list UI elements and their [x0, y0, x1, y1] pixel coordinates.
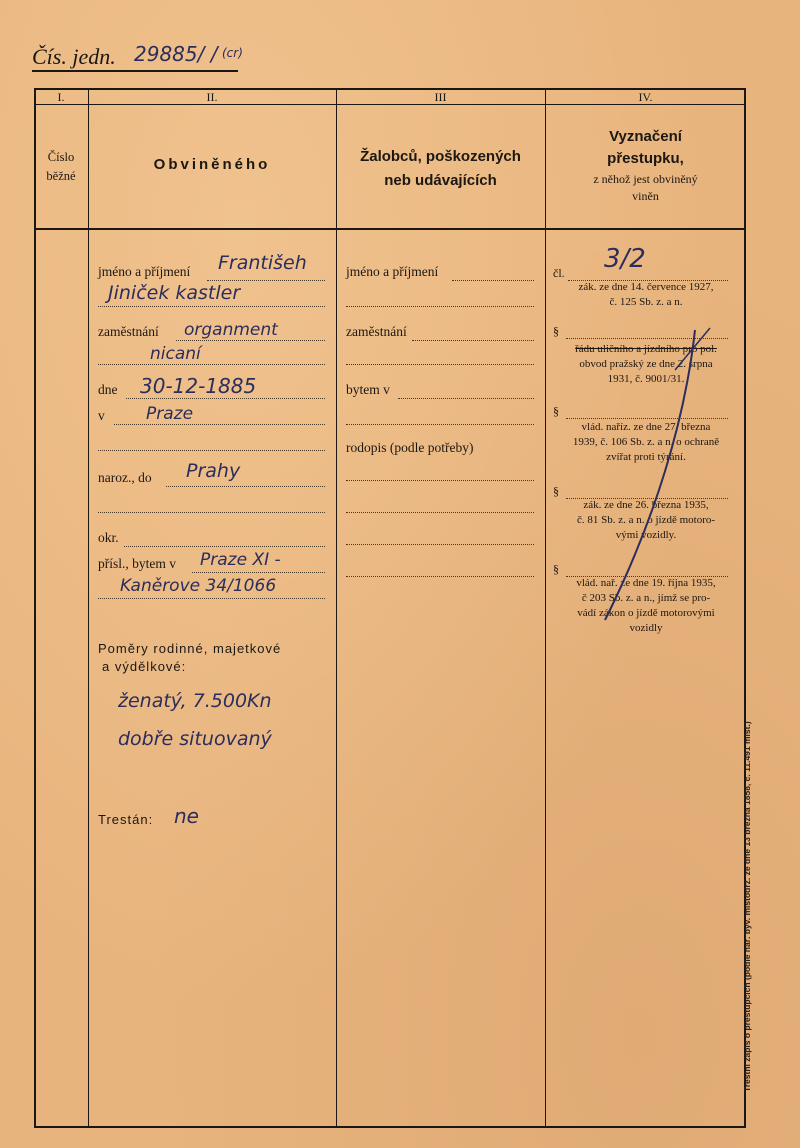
birth-place-value: Praze — [146, 404, 194, 424]
law-1935-line3: vými vozidly. — [615, 529, 677, 541]
section-mark-2: § — [553, 404, 559, 418]
residence-line2 — [98, 598, 325, 599]
plaintiff-occupation-line1 — [412, 340, 534, 341]
residence-line1 — [192, 572, 325, 573]
birth-place-label: v — [98, 408, 105, 423]
law-1927-line2: č. 125 Sb. z. a n. — [609, 296, 683, 308]
traffic-order-line3: 1931, č. 9001/31. — [607, 373, 685, 385]
defendant-occupation-value1: organment — [184, 320, 278, 340]
defendant-name-label: jméno a příjmení — [98, 264, 191, 279]
circumstances-label — [98, 640, 281, 676]
birth-date-label: dne — [98, 382, 118, 397]
plaintiff-biography-line1 — [346, 480, 534, 481]
column-I-numeral: I. — [57, 90, 65, 104]
birth-place-line — [114, 424, 325, 425]
law-1935-line1: zák. ze dne 26. března 1935, — [583, 499, 709, 511]
reference-underline — [32, 70, 238, 72]
residence-value1: Praze XI - — [200, 550, 281, 570]
column-I-header — [34, 148, 88, 186]
column-IV-header — [545, 126, 746, 204]
plaintiff-biography-label: rodopis (podle potřeby) — [346, 440, 474, 455]
plaintiff-address-line1 — [398, 398, 534, 399]
jurisdiction-line2 — [98, 512, 325, 513]
circumstances-label-line1: Poměry rodinné, majetkové — [98, 641, 282, 656]
residence-label: přísl., bytem v — [98, 556, 176, 571]
column-III-numeral: III — [434, 90, 447, 104]
jurisdiction-line — [166, 486, 325, 487]
plaintiff-biography-line3 — [346, 544, 534, 545]
plaintiff-address-line2 — [346, 424, 534, 425]
column-I-title-line2: běžné — [46, 169, 76, 183]
circumstances-value1: ženatý, 7.500Kn — [118, 690, 272, 712]
plaintiff-biography-line2 — [346, 512, 534, 513]
section-mark-3: § — [553, 484, 559, 498]
law-1927-line1: zák. ze dne 14. července 1927, — [578, 281, 714, 293]
birth-date-line — [126, 398, 325, 399]
column-IV-title-line1: Vyznačení — [609, 128, 682, 145]
circumstances-value2: dobře situovaný — [118, 728, 272, 750]
plaintiff-occupation-label: zaměstnání — [346, 324, 407, 339]
plaintiff-occupation-line2 — [346, 364, 534, 365]
defendant-name-value2: Jiniček kastler — [108, 282, 241, 304]
column-IV-title-line4: viněn — [632, 189, 659, 203]
plaintiff-name-line1 — [452, 280, 534, 281]
circumstances-label-line2: a výdělkové: — [102, 659, 187, 674]
column-IV-numeral: IV. — [638, 90, 653, 104]
decree-1935-line4: vozidly — [629, 622, 663, 634]
jurisdiction-value: Prahy — [186, 460, 241, 482]
decree-1935-line3: vádí zákon o jízdě motorovými — [577, 607, 715, 619]
jurisdiction-label: naroz., do — [98, 470, 152, 485]
law-1935-line2: č. 81 Sb. z. a n. o jízdě motoro- — [576, 514, 716, 526]
column-IV-title-line3: z něhož jest obviněný — [593, 172, 698, 186]
reference-number-label: Čís. jedn. — [32, 44, 116, 69]
column-II-header: Obviněného — [153, 156, 271, 173]
defendant-occupation-line1 — [176, 340, 325, 341]
residence-value2: Kaněrove 34/1066 — [120, 576, 277, 596]
defendant-name-line2 — [98, 306, 325, 307]
decree-1939-line1: vlád. naříz. ze dne 27. března — [581, 421, 711, 433]
reference-number-value: 29885/ / — [134, 42, 218, 66]
previous-convictions-value: ne — [174, 804, 199, 828]
traffic-order-line2: obvod pražský ze dne 2. srpna — [579, 358, 713, 370]
defendant-name-line1 — [207, 280, 325, 281]
defendant-occupation-label: zaměstnání — [98, 324, 159, 339]
article-value: 3/2 — [604, 244, 646, 274]
column-IV-title-line2: přestupku, — [607, 150, 684, 167]
section-mark-1: § — [553, 324, 559, 338]
previous-convictions-label: Trestán: — [98, 812, 154, 827]
birth-date-value: 30-12-1885 — [140, 374, 257, 398]
column-divider-2 — [336, 88, 337, 1128]
decree-1939-line2: 1939, č. 106 Sb. z. a n. o ochraně — [572, 436, 720, 448]
defendant-occupation-line2 — [98, 364, 325, 365]
form-side-note: Trestní zápis o přestupcích (podle nař. býv. místodrž. ze dne 13 března 1858, č. 11.491 míst.) — [742, 721, 752, 1092]
district-label: okr. — [98, 530, 119, 545]
district-line — [124, 546, 325, 547]
section-mark-4: § — [553, 562, 559, 576]
article-label: čl. — [553, 266, 565, 280]
decree-1935-line2: č 203 Sb. z. a n., jímž se pro- — [581, 592, 711, 604]
defendant-occupation-value2: nicaní — [150, 344, 201, 364]
column-II-numeral: II. — [206, 90, 218, 104]
diagonal-strike-mark — [545, 300, 745, 630]
column-III-title-line1: Žalobců, poškozených — [360, 148, 521, 165]
column-I-title-line1: Číslo — [47, 150, 75, 164]
header-row-divider — [34, 228, 746, 230]
defendant-name-value1: Františeh — [218, 252, 307, 274]
birth-place-line2 — [98, 450, 325, 451]
plaintiff-name-label: jméno a příjmení — [346, 264, 439, 279]
column-divider-1 — [88, 88, 89, 1128]
plaintiff-name-line2 — [346, 306, 534, 307]
column-III-header — [336, 145, 545, 193]
plaintiff-address-label: bytem v — [346, 382, 390, 397]
decree-1935-line1: vlád. nař. ze dne 19. října 1935, — [576, 577, 716, 589]
traffic-order-line1: řádu uličního a jízdního pro pol. — [575, 343, 717, 355]
reference-number-suffix: (cr) — [222, 46, 243, 60]
decree-1939-line3: zvířat proti týrání. — [606, 451, 686, 463]
plaintiff-biography-line4 — [346, 576, 534, 577]
column-III-title-line2: neb udávajících — [384, 172, 497, 189]
